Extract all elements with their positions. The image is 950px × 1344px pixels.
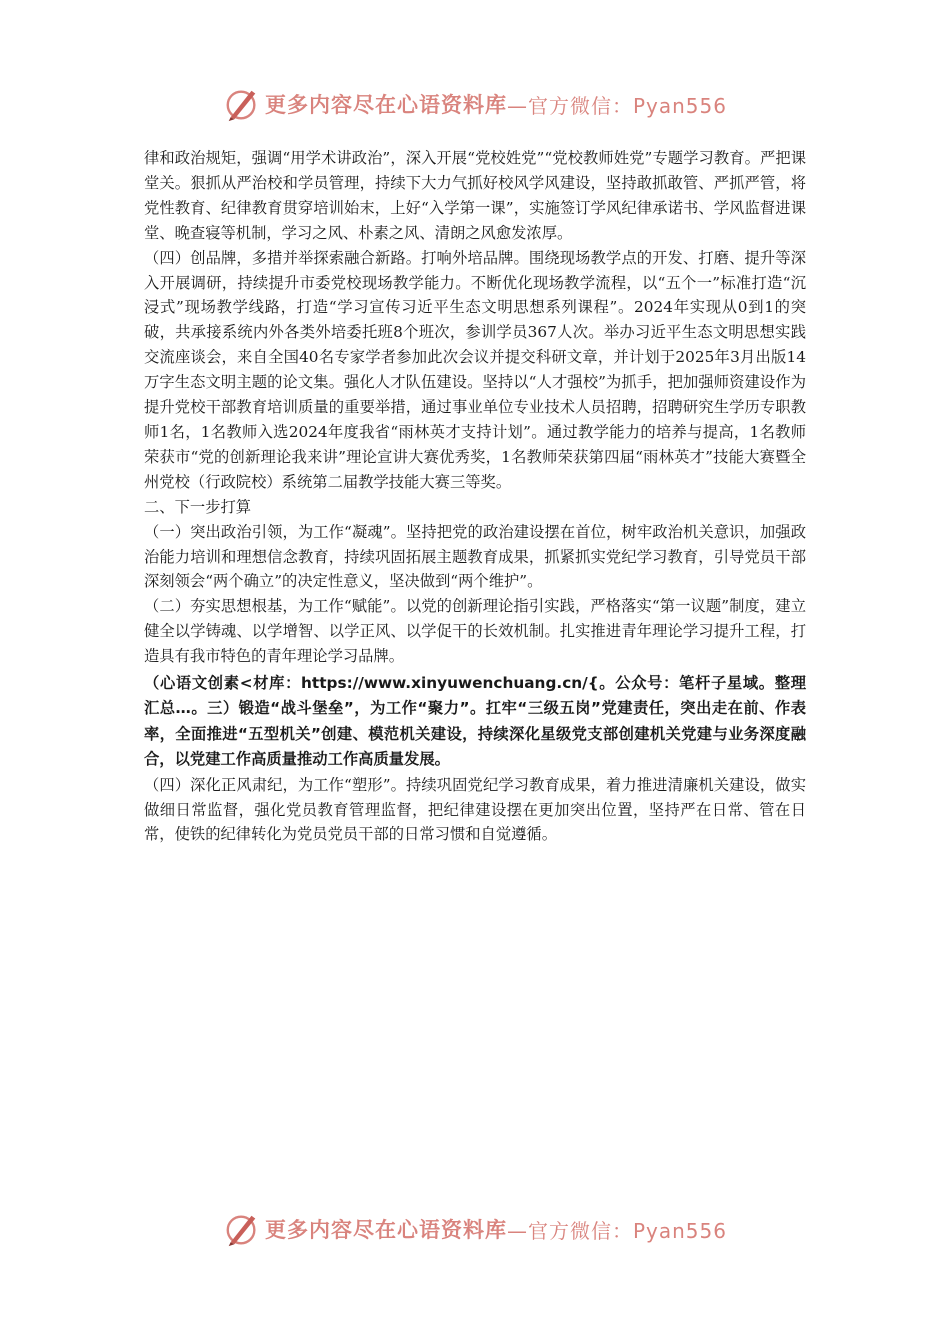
header-contact-text: —官方微信：Pyan556 [506, 93, 727, 118]
paragraph-2: （四）创品牌，多措并举探索融合新路。打响外培品牌。围绕现场教学点的开发、打磨、提升等深入开展调研，持续提升市委党校现场教学能力。不断优化现场教学流程，以“五个一”标准打造“沉浸式”现场教学线路，打造“学习宣传习近平生态文明思想系列课程”。2024年实现从0到1的突破，共承接系统内外各类外培委托班8个班次，参训学员367人次。举办习近平生态文明思想实践交流座谈会，来自全国40名专家学者参加此次会议并提交科研文章，并计划于2025年3月出版14万字生态文明主题的论文集。强化人才队伍建设。坚持以“人才强校”为抓手，把加强师资建设作为提升党校干部教育培训质量的重要举措，通过事业单位专业技术人员招聘，招聘研究生学历专职教师1名，1名教师入选2024年度我省“雨林英才支持计划”。通过教学能力的培养与提高，1名教师荣获市“党的创新理论我来讲”理论宣讲大赛优秀奖，1名教师荣获第四届“雨林英才”技能大赛暨全州党校（行政院校）系统第二届教学技能大赛三等奖。 [144, 248, 806, 491]
footer-contact-text: —官方微信：Pyan556 [506, 1218, 727, 1243]
document-body [144, 146, 806, 847]
paragraph-4: （二）夯实思想根基，为工作“赋能”。以党的创新理论指引实践，严格落实“第一议题”制度，建立健全以学铸魂、以学增智、以学正风、以学促干的长效机制。扎实推进青年理论学习提升工程，打造具有我市特色的青年理论学习品牌。 [144, 597, 806, 666]
header-brand-text: 更多内容尽在心语资料库 [264, 92, 507, 117]
page-footer-banner [0, 1209, 950, 1249]
paragraph-1: 律和政治规矩，强调“用学术讲政治”，深入开展“党校姓党”“党校教师姓党”专题学习教育。严把课堂关。狠抓从严治校和学员管理，持续下大力气抓好校风学风建设，坚持敢抓敢管、严抓严管，将党性教育、纪律教育贯穿培训始末，上好“入学第一课”，实施签订学风纪律承诺书、学风监督进课堂、晚查寝等机制，学习之风、朴素之风、清朗之风愈发浓厚。 [144, 149, 806, 242]
section-heading-next-steps: 二、下一步打算 [144, 497, 252, 516]
pen-circle-logo-icon [223, 85, 261, 123]
page-header-banner [0, 84, 950, 124]
footer-brand-text: 更多内容尽在心语资料库 [264, 1217, 507, 1242]
highlight-paragraph: （心语文创素<材库：https://www.xinyuwenchuang.cn/{。公众号：笔杆子星域。整理汇总…。三）锻造“战斗堡垒”，为工作“聚力”。扛牢“三级五岗”党建责任，突出走在前、作表率，全面推进“五型机关”创建、模范机关建设，持续深化星级党支部创建机关党建与业务深度融合，以党建工作高质量推动工作高质量发展。 [144, 674, 806, 769]
pen-circle-logo-icon [223, 1210, 261, 1248]
paragraph-3: （一）突出政治引领，为工作“凝魂”。坚持把党的政治建设摆在首位，树牢政治机关意识，加强政治能力培训和理想信念教育，持续巩固拓展主题教育成果，抓紧抓实党纪学习教育，引导党员干部深刻领会“两个确立”的决定性意义，坚决做到“两个维护”。 [144, 522, 806, 591]
paragraph-last: （四）深化正风肃纪，为工作“塑形”。持续巩固党纪学习教育成果，着力推进清廉机关建设，做实做细日常监督，强化党员教育管理监督，把纪律建设摆在更加突出位置，坚持严在日常、管在日常，使铁的纪律转化为党员党员干部的日常习惯和自觉遵循。 [144, 775, 806, 844]
